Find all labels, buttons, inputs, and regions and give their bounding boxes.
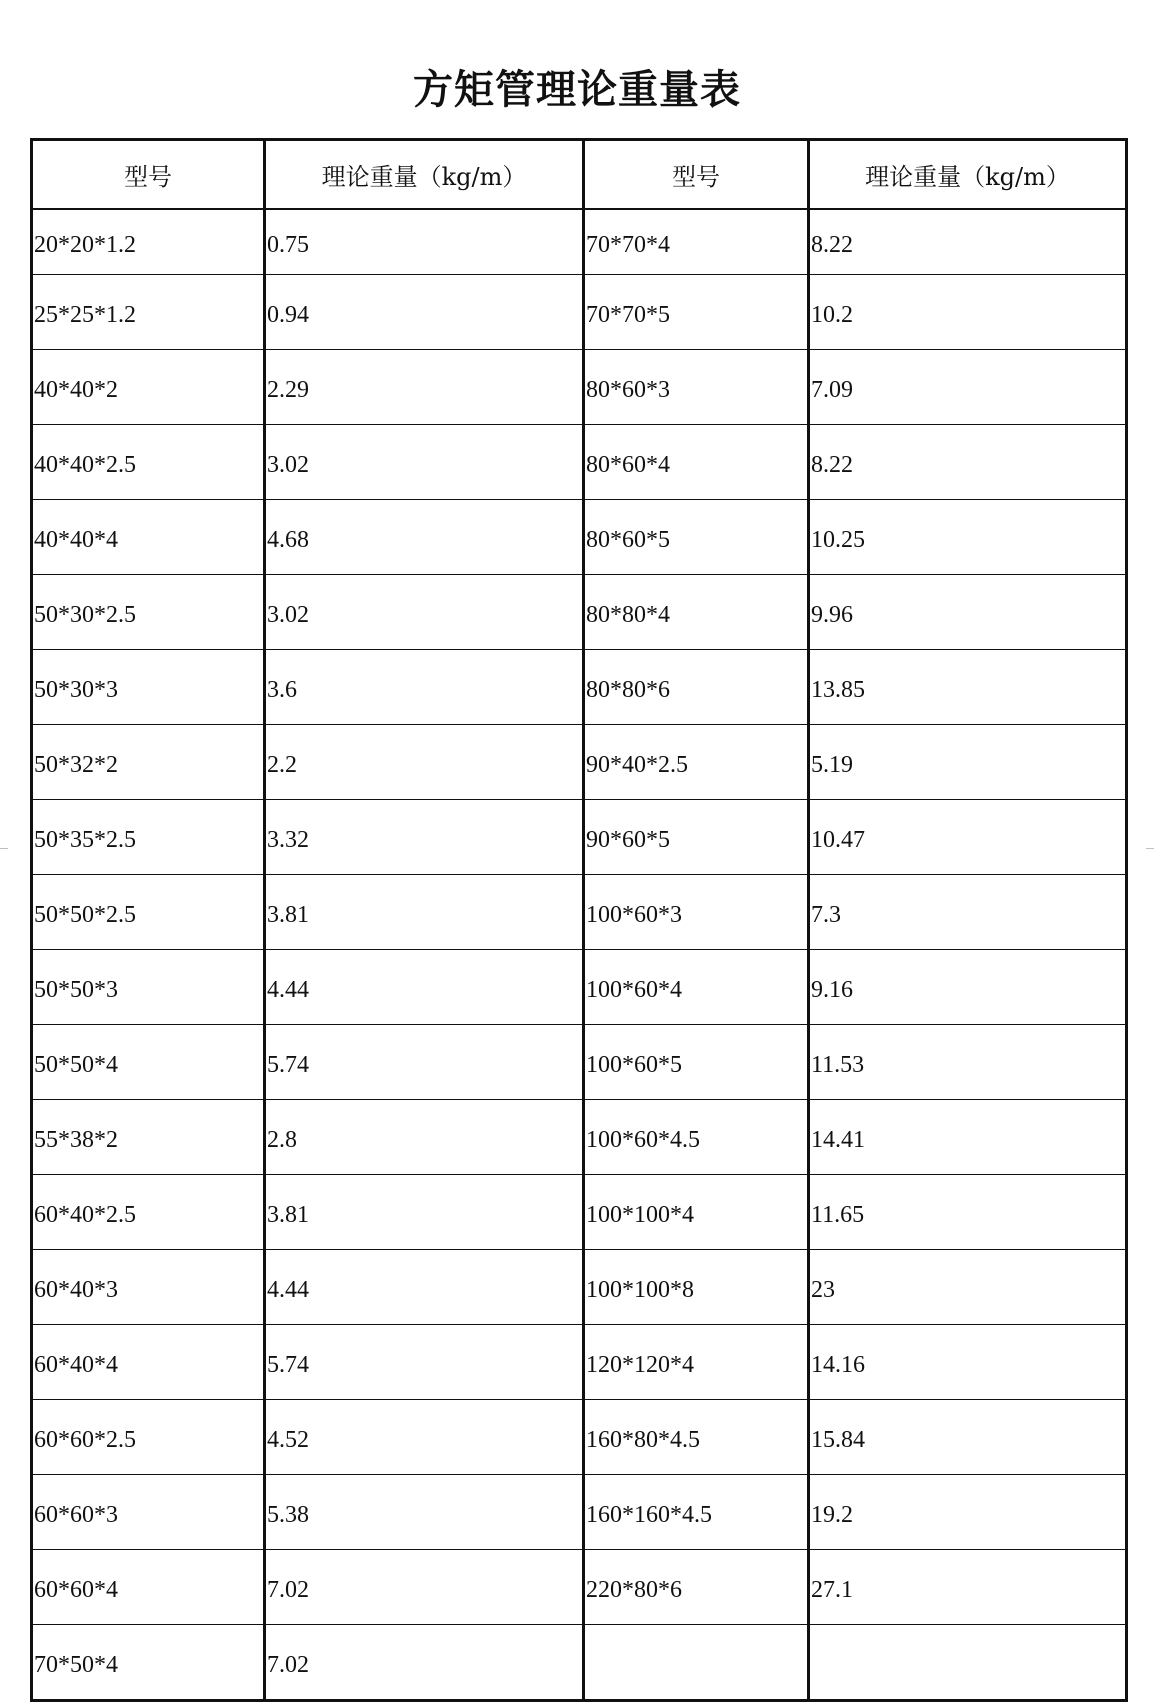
model-cell: 50*50*4 — [32, 1025, 265, 1100]
model-cell: 40*40*2.5 — [32, 425, 265, 500]
model-cell: 55*38*2 — [32, 1100, 265, 1175]
weight-cell: 0.75 — [265, 209, 584, 275]
model-cell: 160*80*4.5 — [584, 1400, 809, 1475]
model-cell: 40*40*2 — [32, 350, 265, 425]
model-cell: 60*60*3 — [32, 1475, 265, 1550]
table-body — [32, 209, 1127, 1701]
weight-cell: 7.3 — [809, 875, 1127, 950]
weight-cell: 4.52 — [265, 1400, 584, 1475]
weight-cell: 13.85 — [809, 650, 1127, 725]
model-cell: 100*60*4 — [584, 950, 809, 1025]
left-edge-mark — [0, 848, 8, 849]
weight-cell: 10.2 — [809, 275, 1127, 350]
model-cell — [584, 1625, 809, 1701]
model-cell: 60*40*3 — [32, 1250, 265, 1325]
weight-cell: 3.81 — [265, 875, 584, 950]
model-cell: 120*120*4 — [584, 1325, 809, 1400]
weight-cell: 2.2 — [265, 725, 584, 800]
weight-cell: 4.68 — [265, 500, 584, 575]
table-row — [32, 1325, 1127, 1400]
weight-cell: 11.65 — [809, 1175, 1127, 1250]
model-cell: 50*32*2 — [32, 725, 265, 800]
weight-cell: 5.74 — [265, 1325, 584, 1400]
weight-cell: 5.19 — [809, 725, 1127, 800]
model-cell: 60*40*2.5 — [32, 1175, 265, 1250]
model-cell: 50*50*2.5 — [32, 875, 265, 950]
model-cell: 160*160*4.5 — [584, 1475, 809, 1550]
header-weight-1: 理论重量（kg/m） — [265, 140, 584, 210]
model-cell: 50*30*3 — [32, 650, 265, 725]
table-row — [32, 209, 1127, 275]
weight-cell: 0.94 — [265, 275, 584, 350]
model-cell: 100*60*3 — [584, 875, 809, 950]
weight-cell: 4.44 — [265, 1250, 584, 1325]
table-row — [32, 1025, 1127, 1100]
model-cell: 100*100*4 — [584, 1175, 809, 1250]
model-cell: 60*60*2.5 — [32, 1400, 265, 1475]
model-cell: 220*80*6 — [584, 1550, 809, 1625]
weight-cell: 3.02 — [265, 575, 584, 650]
model-cell: 80*60*5 — [584, 500, 809, 575]
model-cell: 70*70*5 — [584, 275, 809, 350]
model-cell: 50*35*2.5 — [32, 800, 265, 875]
model-cell: 80*60*4 — [584, 425, 809, 500]
model-cell: 70*70*4 — [584, 209, 809, 275]
weight-cell: 5.38 — [265, 1475, 584, 1550]
header-weight-2: 理论重量（kg/m） — [809, 140, 1127, 210]
model-cell: 25*25*1.2 — [32, 275, 265, 350]
table-row — [32, 800, 1127, 875]
weight-cell: 7.09 — [809, 350, 1127, 425]
header-model-1: 型号 — [32, 140, 265, 210]
model-cell: 80*60*3 — [584, 350, 809, 425]
weight-cell: 7.02 — [265, 1625, 584, 1701]
model-cell: 20*20*1.2 — [32, 209, 265, 275]
weight-cell: 7.02 — [265, 1550, 584, 1625]
table-row — [32, 350, 1127, 425]
weight-cell: 3.6 — [265, 650, 584, 725]
weight-cell: 8.22 — [809, 425, 1127, 500]
table-row — [32, 425, 1127, 500]
weight-cell: 9.16 — [809, 950, 1127, 1025]
model-cell: 50*30*2.5 — [32, 575, 265, 650]
model-cell: 90*40*2.5 — [584, 725, 809, 800]
weight-cell: 5.74 — [265, 1025, 584, 1100]
weight-cell: 2.8 — [265, 1100, 584, 1175]
weight-cell: 2.29 — [265, 350, 584, 425]
table-row — [32, 1250, 1127, 1325]
weight-cell: 4.44 — [265, 950, 584, 1025]
weight-cell: 27.1 — [809, 1550, 1127, 1625]
table-row — [32, 950, 1127, 1025]
model-cell: 80*80*6 — [584, 650, 809, 725]
weight-cell — [809, 1625, 1127, 1701]
model-cell: 50*50*3 — [32, 950, 265, 1025]
weight-cell: 19.2 — [809, 1475, 1127, 1550]
table-row — [32, 875, 1127, 950]
model-cell: 70*50*4 — [32, 1625, 265, 1701]
weight-cell: 8.22 — [809, 209, 1127, 275]
weight-cell: 10.47 — [809, 800, 1127, 875]
model-cell: 100*100*8 — [584, 1250, 809, 1325]
table-row — [32, 1475, 1127, 1550]
table-row — [32, 575, 1127, 650]
weight-cell: 11.53 — [809, 1025, 1127, 1100]
model-cell: 40*40*4 — [32, 500, 265, 575]
table-row — [32, 275, 1127, 350]
table-row — [32, 650, 1127, 725]
weight-cell: 23 — [809, 1250, 1127, 1325]
table-row — [32, 1100, 1127, 1175]
right-edge-mark — [1146, 848, 1154, 849]
weight-cell: 9.96 — [809, 575, 1127, 650]
weight-cell: 3.32 — [265, 800, 584, 875]
model-cell: 100*60*4.5 — [584, 1100, 809, 1175]
model-cell: 60*60*4 — [32, 1550, 265, 1625]
weight-cell: 3.81 — [265, 1175, 584, 1250]
weight-table — [30, 138, 1128, 1702]
weight-cell: 14.16 — [809, 1325, 1127, 1400]
weight-cell: 14.41 — [809, 1100, 1127, 1175]
table-row — [32, 725, 1127, 800]
model-cell: 60*40*4 — [32, 1325, 265, 1400]
header-model-2: 型号 — [584, 140, 809, 210]
table-row — [32, 1400, 1127, 1475]
model-cell: 100*60*5 — [584, 1025, 809, 1100]
table-row — [32, 1625, 1127, 1701]
model-cell: 90*60*5 — [584, 800, 809, 875]
table-header-row — [32, 140, 1127, 210]
model-cell: 80*80*4 — [584, 575, 809, 650]
weight-cell: 15.84 — [809, 1400, 1127, 1475]
table-row — [32, 1175, 1127, 1250]
table-row — [32, 500, 1127, 575]
table-row — [32, 1550, 1127, 1625]
weight-cell: 3.02 — [265, 425, 584, 500]
weight-cell: 10.25 — [809, 500, 1127, 575]
page-title: 方矩管理论重量表 — [413, 66, 741, 113]
